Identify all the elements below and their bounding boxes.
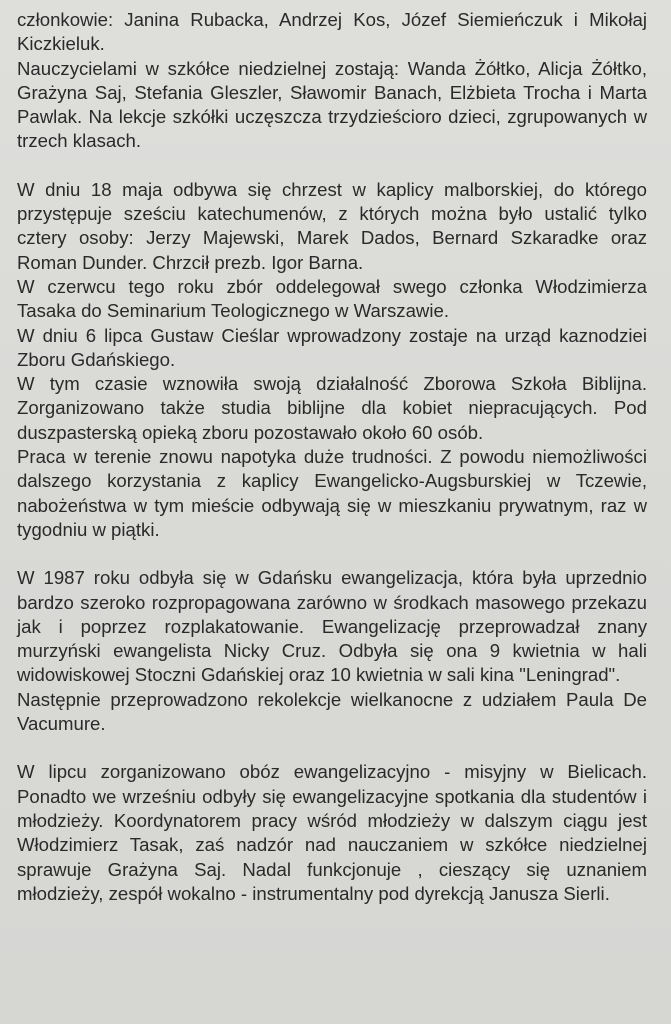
paragraph: Praca w terenie znowu napotyka duże trudności. Z powodu niemożliwości dalszego korzystania z kaplicy Ewangelicko-Augsburskiej w Tczewie, nabożeństwa w tym mieście odbywają się w mieszkaniu prywatnym, raz w tygodniu w piątki. [17,446,647,540]
section-4 [17,760,647,906]
section-3 [17,566,647,736]
paragraph: W lipcu zorganizowano obóz ewangelizacyjno - misyjny w Bielicach. Ponadto we wrześniu odbyły się ewangelizacyjne spotkania dla studentów i młodzieży. Koordynatorem pracy wśród młodzieży w dalszym ciągu jest Włodzimierz Tasak, zaś nadzór nad nauczaniem w szkółce niedzielnej sprawuje Grażyna Saj. Nadal funkcjonuje , cieszący się uznaniem młodzieży, zespół wokalno - instrumentalny pod dyrekcją Janusza Sierli. [17,761,647,904]
paragraph: W dniu 18 maja odbywa się chrzest w kaplicy malborskiej, do którego przystępuje sześciu katechumenów, z których można było ustalić tylko cztery osoby: Jerzy Majewski, Marek Dados, Bernard Szkaradke oraz Roman Dunder. Chrzcił prezb. Igor Barna. [17,178,647,273]
section-gap [17,736,647,760]
paragraph: W czerwcu tego roku zbór oddelegował swego członka Włodzimierza Tasaka do Seminarium Teologicznego w Warszawie. [17,275,647,322]
paragraph: W dniu 6 lipca Gustaw Cieślar wprowadzony zostaje na urząd kaznodziei Zboru Gdańskiego. [17,324,647,370]
paragraph: Następnie przeprowadzono rekolekcje wielkanocne z udziałem Paula De Vacumure. [17,688,647,735]
paragraph: W tym czasie wznowiła swoją działalność Zborowa Szkoła Biblijna. Zorganizowano także studia biblijne dla kobiet niepracujących. Pod duszpasterską opieką zboru pozostawało około 60 osób. [17,373,647,443]
section-gap [17,542,647,566]
section-1 [17,8,647,154]
section-gap [17,154,647,178]
paragraph: Nauczycielami w szkółce niedzielnej zostają: Wanda Żółtko, Alicja Żółtko, Grażyna Saj, Stefania Gleszler, Sławomir Banach, Elżbieta Trocha i Marta Pawlak. Na lekcje szkółki uczęszcza trzydzieścioro dzieci, zgrupowanych w trzech klasach. [17,57,647,152]
section-2 [17,178,647,542]
paragraph: członkowie: Janina Rubacka, Andrzej Kos, Józef Siemieńczuk i Mikołaj Kiczkieluk. [17,9,647,55]
paragraph: W 1987 roku odbyła się w Gdańsku ewangelizacja, która była uprzednio bardzo szeroko rozpropagowana zarówno w środkach masowego przekazu jak i poprzez rozplakatowanie. Ewangelizację przeprowadzał znany murzyński ewangelista Nicky Cruz. Odbyła się ona 9 kwietnia w hali widowiskowej Stoczni Gdańskiej oraz 10 kwietnia w sali kina "Leningrad". [17,567,647,686]
